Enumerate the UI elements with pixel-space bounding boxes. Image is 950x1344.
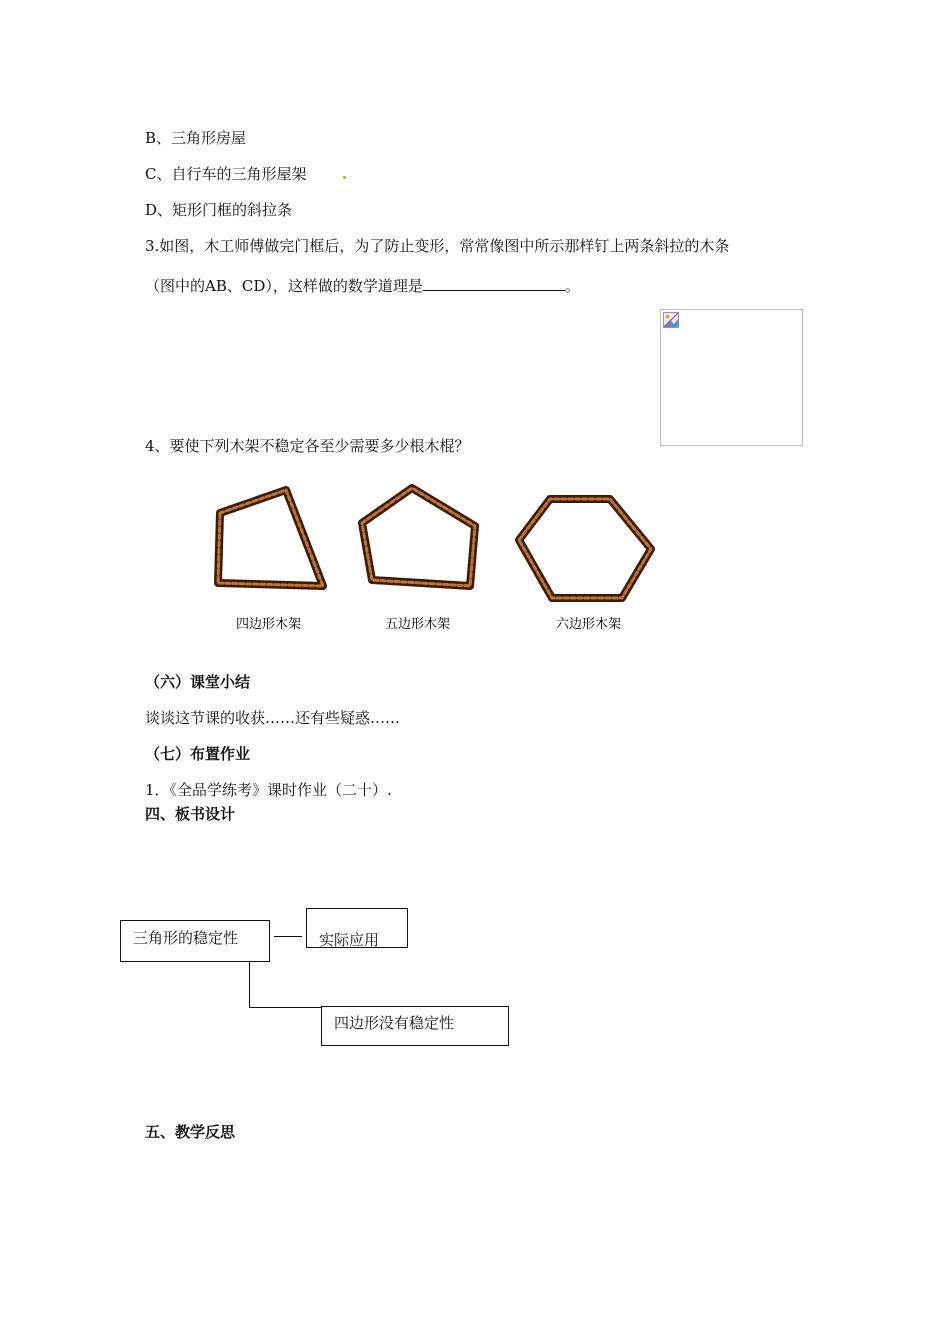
question-3-line-1: 3.如图，木工师傅做完门框后，为了防止变形，常常像图中所示那样钉上两条斜拉的木条 (145, 237, 730, 255)
broken-image-icon (663, 312, 679, 328)
connector-to-quad (249, 1007, 321, 1008)
caption-hexagon: 六边形木架 (556, 617, 622, 632)
door-frame-image-placeholder (660, 309, 803, 446)
section-7-body: 1．《全品学练考》课时作业（二十）. (145, 781, 392, 799)
option-c: C、自行车的三角形屋架 (145, 165, 307, 183)
section-6-body: 谈谈这节课的收获……还有些疑惑…… (145, 709, 401, 727)
option-d: D、矩形门框的斜拉条 (145, 201, 293, 219)
question-3-line-2 (145, 276, 580, 296)
answer-blank (423, 276, 565, 291)
reflection-title: 五、教学反思 (145, 1123, 236, 1141)
section-7-title: （七）布置作业 (145, 745, 251, 763)
question-3-end: 。 (564, 277, 580, 295)
question-4: 4、要使下列木架不稳定各至少需要多少根木棍？ (145, 437, 470, 455)
connector-vertical (249, 962, 250, 1008)
section-6-title: （六）课堂小结 (145, 673, 251, 691)
wooden-frames-figure (140, 458, 700, 638)
caption-pentagon: 五边形木架 (385, 617, 451, 632)
box-quadrilateral-instability (321, 1006, 509, 1046)
box-triangle-stability (120, 920, 270, 962)
caption-quadrilateral: 四边形木架 (236, 617, 302, 632)
box-quadrilateral-label: 四边形没有稳定性 (334, 1014, 455, 1032)
stray-dot (343, 176, 346, 179)
connector-horizontal (274, 936, 302, 937)
quadrilateral-frame (218, 490, 323, 586)
box-triangle-stability-label: 三角形的稳定性 (133, 929, 239, 947)
pentagon-frame (362, 488, 475, 586)
option-b: B、三角形房屋 (145, 129, 247, 147)
box-application-label: 实际应用 (319, 931, 380, 949)
board-design-title: 四、板书设计 (145, 805, 236, 823)
question-3-text: （图中的AB、CD），这样做的数学道理是 (145, 277, 423, 295)
box-application (306, 908, 408, 948)
